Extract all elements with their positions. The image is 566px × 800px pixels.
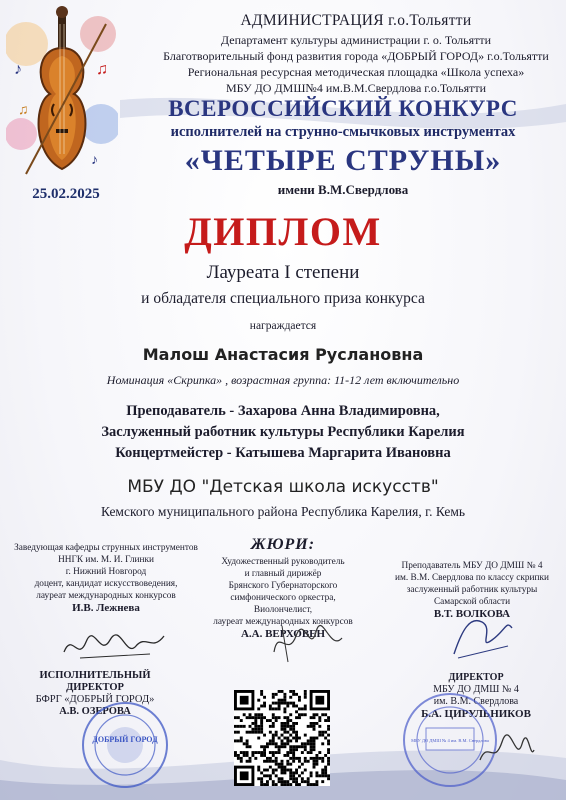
director-left-line: ДИРЕКТОР (66, 682, 124, 693)
jury-heading: ЖЮРИ: (250, 536, 316, 553)
stamp-left-text: ДОБРЫЙ ГОРОД (92, 735, 158, 744)
jury-right-line: Преподаватель МБУ ДО ДМШ № 4 (401, 561, 543, 571)
contest-subtitle: исполнителей на струнно-смычковых инструментах (170, 124, 516, 140)
qr-code[interactable] (234, 690, 330, 786)
jury-center-line: Виолончелист, (253, 605, 313, 615)
stamp-right-text: МБУ ДО ДМШ № 4 им. В.М. Свердлова (411, 738, 489, 743)
director-left-line: БФРГ «ДОБРЫЙ ГОРОД» (35, 694, 155, 705)
signature-verkhoven (268, 618, 348, 668)
jury-left-line: доцент, кандидат искусствоведения, (34, 579, 178, 589)
jury-right-line: им. В.М. Свердлова по классу скрипки (395, 573, 549, 583)
teacher: Преподаватель - Захарова Анна Владимировна, (126, 403, 440, 419)
header-school: МБУ ДО ДМШ№4 им.В.М.Свердлова г.о.Тольятти (225, 81, 486, 95)
accompanist: Концертмейстер - Катышева Маргарита Ивановна (115, 445, 451, 461)
svg-text:♫: ♫ (18, 103, 29, 118)
diploma-title: ДИПЛОМ (184, 209, 382, 254)
contest-name: «ЧЕТЫРЕ СТРУНЫ» (184, 144, 502, 177)
jury-right-name: В.Т. ВОЛКОВА (433, 608, 511, 620)
awarded-label: награждается (249, 320, 317, 332)
teacher-title: Заслуженный работник культуры Республики Карелия (101, 424, 465, 440)
laureate-degree: Лауреата I степени (206, 262, 360, 283)
director-right-line: МБУ ДО ДМШ № 4 (433, 684, 519, 695)
header-administration: АДМИНИСТРАЦИЯ г.о.Тольятти (240, 12, 472, 29)
jury-center-line: Художественный руководитель (221, 557, 345, 567)
svg-text:♪: ♪ (14, 61, 22, 78)
school-name: МБУ ДО "Детская школа искусств" (127, 477, 439, 497)
jury-center-line: симфонического оркестра, (230, 593, 336, 603)
violin-illustration (6, 4, 118, 184)
nomination: Номинация «Скрипка» , возрастная группа: 11-12 лет включительно (106, 373, 460, 387)
jury-left-line: лауреат международных конкурсов (36, 591, 176, 601)
jury-right-line: Самарской области (433, 597, 511, 607)
director-right-line: им. В.М. Свердлова (433, 696, 519, 707)
jury-center-line: Брянского Губернаторского (228, 581, 338, 591)
special-prize: и обладателя специального приза конкурса (141, 290, 425, 307)
jury-left-block (6, 542, 206, 614)
svg-text:♫: ♫ (96, 61, 108, 78)
jury-left-line: г. Нижний Новгород (65, 567, 147, 577)
school-location: Кемского муниципального района Республика Карелия, г. Кемь (100, 504, 466, 519)
director-right-name: Б.А. ЦИРУЛЬНИКОВ (421, 708, 531, 720)
jury-left-line: Заведующая кафедры струнных инструментов (14, 543, 198, 553)
signature-volkova (448, 610, 518, 662)
svg-text:♪: ♪ (91, 153, 98, 168)
signature-tsirulnikov (476, 730, 536, 770)
jury-left-line: ННГК им. М. И. Глинки (58, 555, 154, 565)
jury-right-line: заслуженный работник культуры (406, 585, 538, 595)
director-left-line: ИСПОЛНИТЕЛЬНЫЙ (39, 670, 151, 681)
director-right-line: ДИРЕКТОР (448, 672, 504, 683)
jury-left-name: И.В. Лежнева (72, 602, 140, 614)
jury-center-line: лауреат международных конкурсов (213, 617, 353, 627)
recipient-name: Малош Анастасия Руслановна (142, 345, 424, 364)
director-left-name: А.В. ОЗЕРОВА (59, 706, 131, 717)
header-fund: Благотворительный фонд развития города «ДОБРЫЙ ГОРОД» г.о.Тольятти (163, 49, 549, 63)
contest-title: ВСЕРОССИЙСКИЙ КОНКУРС (168, 96, 518, 121)
header-department: Департамент культуры администрации г. о. Тольятти (220, 33, 492, 47)
jury-center-name: А.А. ВЕРХОВЕН (240, 628, 326, 640)
signature-lezhneva (60, 628, 170, 666)
stamp-dobry-gorod (80, 700, 170, 790)
contest-named-after: имени В.М.Свердлова (277, 182, 409, 197)
header-platform: Региональная ресурсная методическая площадка «Школа успеха» (187, 65, 525, 79)
jury-center-line: и главный дирижёр (244, 569, 322, 579)
contest-date: 25.02.2025 (32, 186, 100, 202)
